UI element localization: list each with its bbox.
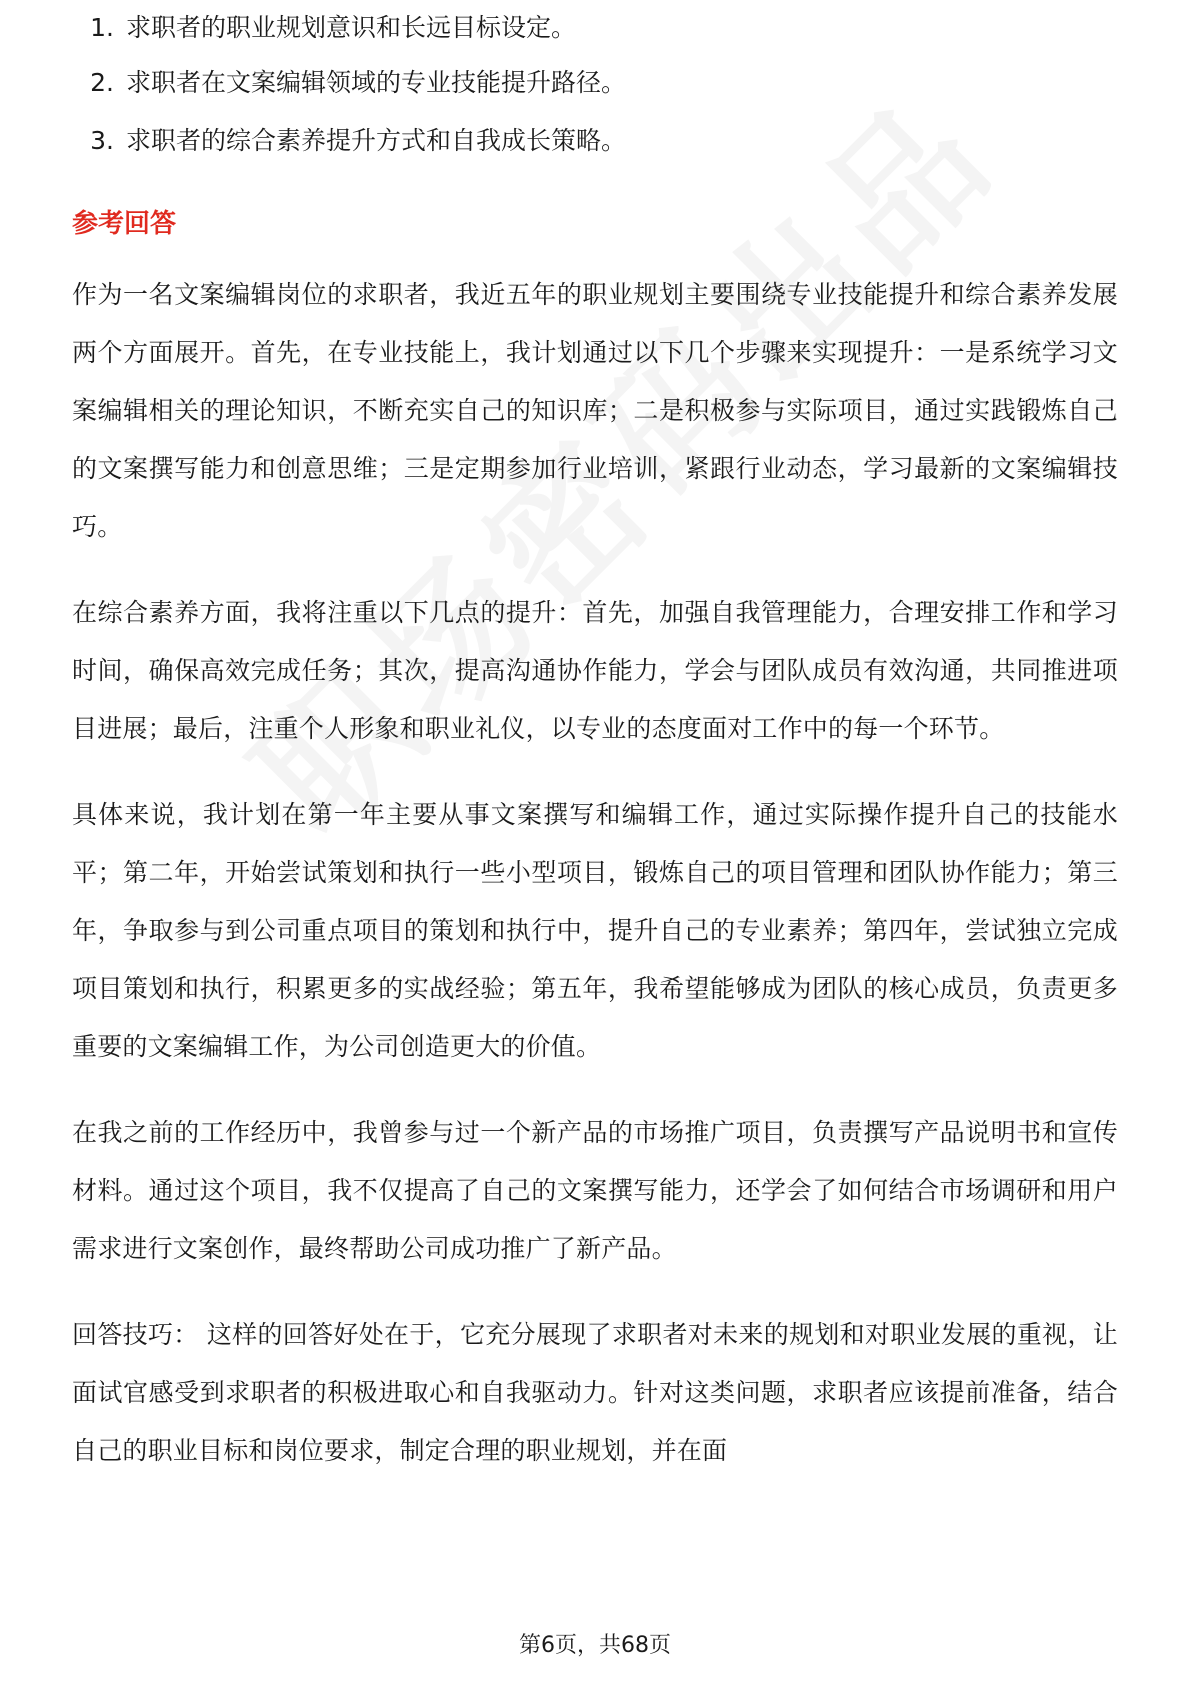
list-item-text: 求职者的综合素养提升方式和自我成长策略。 xyxy=(126,126,627,155)
list-item-number: 1. xyxy=(90,13,114,42)
answer-paragraph: 具体来说，我计划在第一年主要从事文案撰写和编辑工作，通过实际操作提升自己的技能水平；第二年，开始尝试策划和执行一些小型项目，锻炼自己的项目管理和团队协作能力；第三年，争取参与到公司重点项目的策划和执行中，提升自己的专业素养；第四年，尝试独立完成项目策划和执行，积累更多的实战经验；第五年，我希望能够成为团队的核心成员，负责更多重要的文案编辑工作，为公司创造更大的价值。 xyxy=(72,800,1118,1061)
list-item-number: 2. xyxy=(90,68,114,97)
page-number-footer: 第6页，共68页 xyxy=(519,1633,671,1658)
page-content xyxy=(72,13,1118,1508)
answer-tips-paragraph: 回答技巧： 这样的回答好处在于，它充分展现了求职者对未来的规划和对职业发展的重视，让面试官感受到求职者的积极进取心和自我驱动力。针对这类问题，求职者应该提前准备，结合自己的职业目标和岗位要求，制定合理的职业规划，并在面 xyxy=(72,1320,1118,1465)
list-item xyxy=(72,54,1118,112)
list-item-text: 求职者的职业规划意识和长远目标设定。 xyxy=(126,13,577,42)
answer-paragraph: 在综合素养方面，我将注重以下几点的提升：首先，加强自我管理能力，合理安排工作和学习时间，确保高效完成任务；其次，提高沟通协作能力，学会与团队成员有效沟通，共同推进项目进展；最后，注重个人形象和职业礼仪，以专业的态度面对工作中的每一个环节。 xyxy=(72,598,1118,743)
numbered-list xyxy=(72,13,1118,170)
list-item xyxy=(72,13,1118,54)
list-item xyxy=(72,112,1118,170)
answer-paragraph: 作为一名文案编辑岗位的求职者，我近五年的职业规划主要围绕专业技能提升和综合素养发展两个方面展开。首先，在专业技能上，我计划通过以下几个步骤来实现提升：一是系统学习文案编辑相关的理论知识，不断充实自己的知识库；二是积极参与实际项目，通过实践锻炼自己的文案撰写能力和创意思维；三是定期参加行业培训，紧跟行业动态，学习最新的文案编辑技巧。 xyxy=(72,280,1118,541)
answer-paragraph: 在我之前的工作经历中，我曾参与过一个新产品的市场推广项目，负责撰写产品说明书和宣传材料。通过这个项目，我不仅提高了自己的文案撰写能力，还学会了如何结合市场调研和用户需求进行文案创作，最终帮助公司成功推广了新产品。 xyxy=(72,1118,1118,1263)
list-item-number: 3. xyxy=(90,126,114,155)
section-heading-reference-answer: 参考回答 xyxy=(72,209,177,239)
list-item-text: 求职者在文案编辑领域的专业技能提升路径。 xyxy=(126,68,627,97)
